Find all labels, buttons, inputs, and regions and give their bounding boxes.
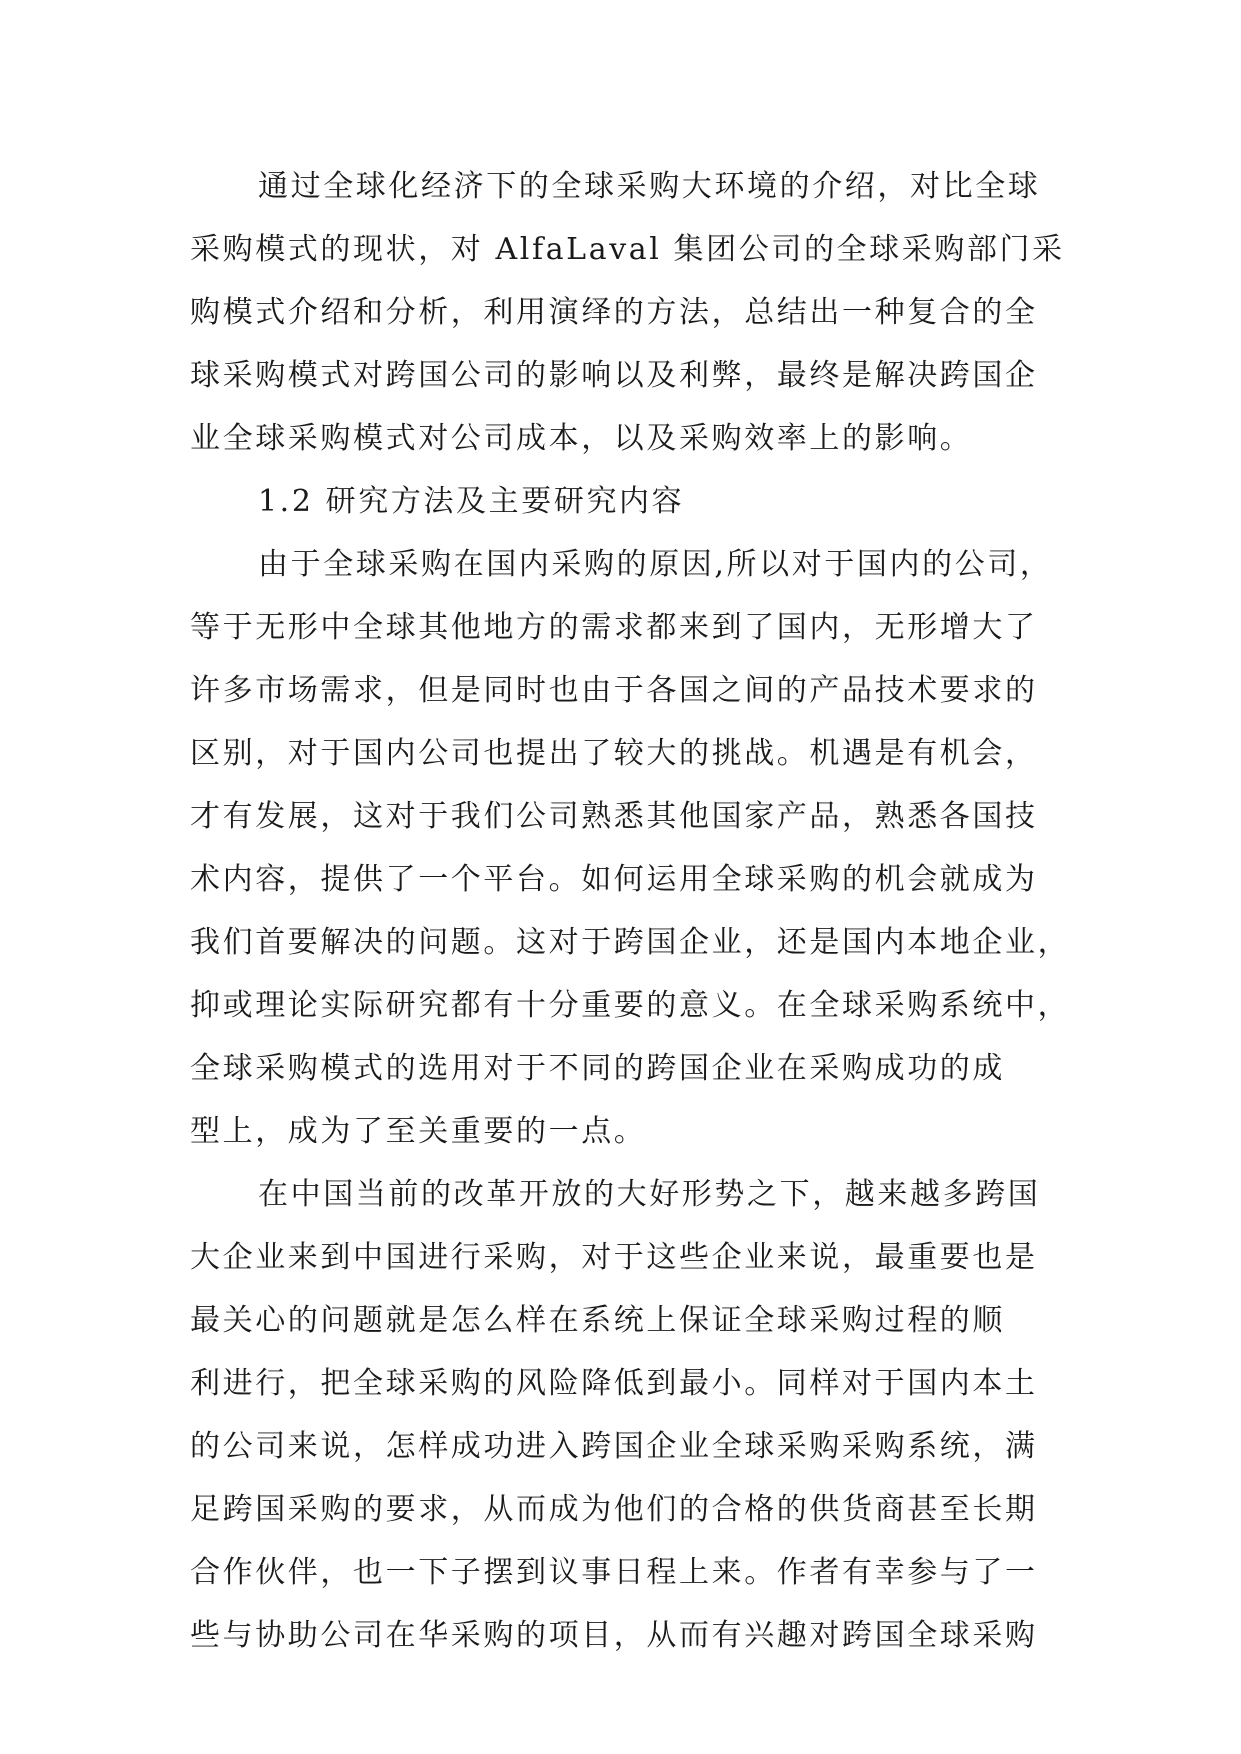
paragraph-intro xyxy=(190,155,1065,470)
text-line: 球采购模式对跨国公司的影响以及利弊，最终是解决跨国企 xyxy=(190,358,1038,393)
text-line: 许多市场需求，但是同时也由于各国之间的产品技术要求的 xyxy=(190,673,1038,708)
document-body xyxy=(190,155,1071,1667)
text-line: 购模式介绍和分析，利用演绎的方法，总结出一种复合的全 xyxy=(190,295,1038,330)
text-line: 才有发展，这对于我们公司熟悉其他国家产品，熟悉各国技 xyxy=(190,799,1038,834)
text-line: 由于全球采购在国内采购的原因,所以对于国内的公司， xyxy=(258,547,1053,582)
text-line: 利进行，把全球采购的风险降低到最小。同样对于国内本土 xyxy=(190,1366,1038,1401)
text-line: 大企业来到中国进行采购，对于这些企业来说，最重要也是 xyxy=(190,1240,1038,1275)
text-line: 业全球采购模式对公司成本，以及采购效率上的影响。 xyxy=(190,421,973,456)
text-line: 足跨国采购的要求，从而成为他们的合格的供货商甚至长期 xyxy=(190,1492,1038,1527)
text-line: 区别，对于国内公司也提出了较大的挑战。机遇是有机会， xyxy=(190,736,1038,771)
text-line: 抑或理论实际研究都有十分重要的意义。在全球采购系统中， xyxy=(190,988,1071,1023)
text-line: 最关心的问题就是怎么样在系统上保证全球采购过程的顺 xyxy=(190,1303,1005,1338)
text-line: 等于无形中全球其他地方的需求都来到了国内，无形增大了 xyxy=(190,610,1038,645)
section-heading: 1.2 研究方法及主要研究内容 xyxy=(258,484,685,519)
text-line: 的公司来说，怎样成功进入跨国企业全球采购采购系统，满 xyxy=(190,1429,1038,1464)
paragraph-methods xyxy=(190,533,1071,1163)
text-line: 些与协助公司在华采购的项目，从而有兴趣对跨国全球采购 xyxy=(190,1618,1038,1653)
text-line: 全球采购模式的选用对于不同的跨国企业在采购成功的成 xyxy=(190,1051,1005,1086)
text-line: 型上，成为了至关重要的一点。 xyxy=(190,1114,647,1149)
text-line: 合作伙伴，也一下子摆到议事日程上来。作者有幸参与了一 xyxy=(190,1555,1038,1590)
text-line: 采购模式的现状，对 AlfaLaval 集团公司的全球采购部门采 xyxy=(190,232,1065,267)
text-line: 通过全球化经济下的全球采购大环境的介绍，对比全球 xyxy=(258,169,1041,204)
text-line: 我们首要解决的问题。这对于跨国企业，还是国内本地企业， xyxy=(190,925,1071,960)
text-line: 术内容，提供了一个平台。如何运用全球采购的机会就成为 xyxy=(190,862,1038,897)
text-line: 在中国当前的改革开放的大好形势之下，越来越多跨国 xyxy=(258,1177,1041,1212)
paragraph-context xyxy=(190,1163,1050,1667)
